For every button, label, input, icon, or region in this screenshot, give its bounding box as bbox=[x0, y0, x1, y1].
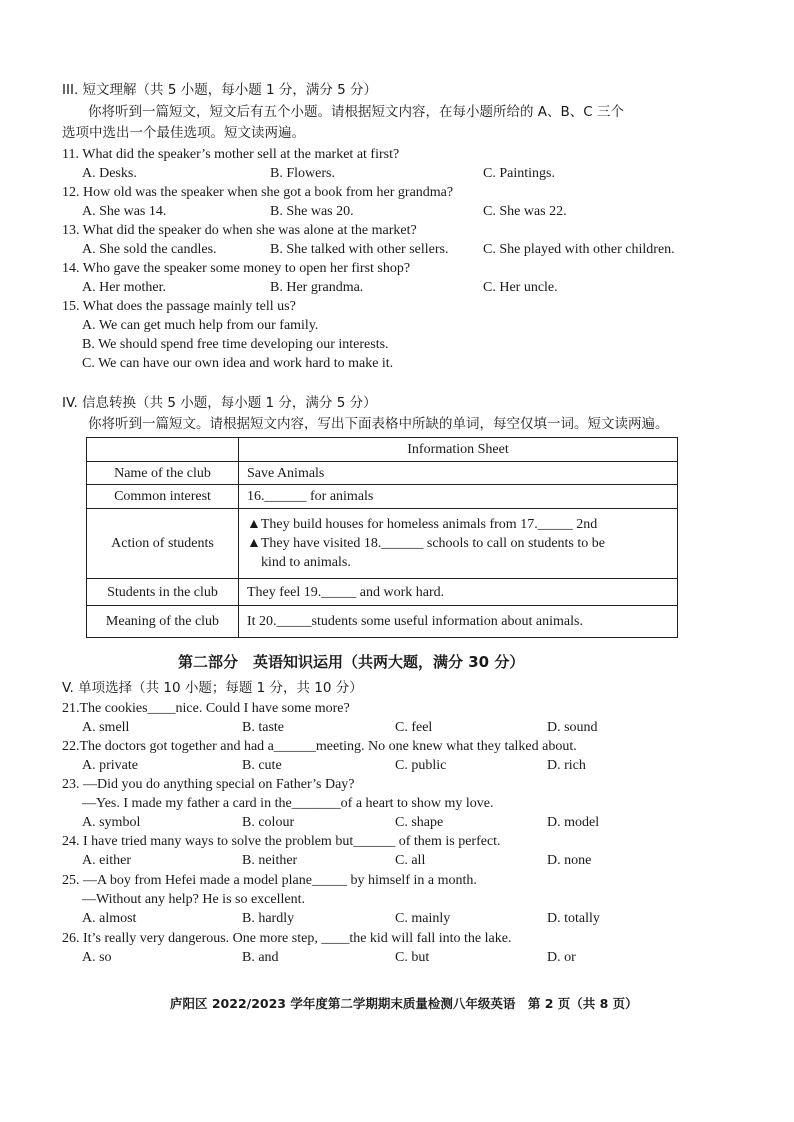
q11-option-a: A. Desks. bbox=[82, 166, 137, 181]
q23-option-c: C. shape bbox=[395, 815, 444, 830]
q25-option-a: A. almost bbox=[82, 911, 137, 926]
q22-option-b: B. cute bbox=[242, 758, 282, 773]
q14-option-a: A. Her mother. bbox=[82, 280, 166, 295]
q26-option-d: D. or bbox=[547, 950, 576, 965]
q15-option-b: B. We should spend free time developing our interests. bbox=[82, 337, 389, 352]
label-action-of-students: Action of students bbox=[87, 509, 239, 579]
q24-option-c: C. all bbox=[395, 853, 426, 868]
q22-option-c: C. public bbox=[395, 758, 447, 773]
section4-title: IV. 信息转换（共 5 小题，每小题 1 分，满分 5 分） bbox=[62, 395, 377, 411]
q21-option-a: A. smell bbox=[82, 720, 130, 735]
q11-option-c: C. Paintings. bbox=[483, 166, 555, 181]
question-22: 22.The doctors got together and had a______meeting. No one knew what they talked about. bbox=[62, 739, 577, 754]
action-line-continuation: kind to animals. bbox=[261, 555, 351, 570]
label-meaning-of-club: Meaning of the club bbox=[87, 606, 239, 638]
question-11: 11. What did the speaker’s mother sell at the market at first? bbox=[62, 147, 400, 162]
q14-option-b: B. Her grandma. bbox=[270, 280, 364, 295]
q25-option-d: D. totally bbox=[547, 911, 600, 926]
q23-option-b: B. colour bbox=[242, 815, 295, 830]
q23-option-d: D. model bbox=[547, 815, 600, 830]
q11-option-b: B. Flowers. bbox=[270, 166, 335, 181]
page-footer: 庐阳区 2022/2023 学年度第二学期期末质量检测八年级英语 第 2 页（共 8 页） bbox=[170, 996, 638, 1011]
q12-option-c: C. She was 22. bbox=[483, 204, 567, 219]
q22-option-d: D. rich bbox=[547, 758, 586, 773]
question-13: 13. What did the speaker do when she was alone at the market? bbox=[62, 223, 417, 238]
q23-option-a: A. symbol bbox=[82, 815, 141, 830]
q13-option-c: C. She played with other children. bbox=[483, 242, 675, 257]
section3-title: III. 短文理解（共 5 小题，每小题 1 分，满分 5 分） bbox=[62, 82, 378, 98]
information-sheet-table bbox=[86, 437, 678, 638]
value-blank-19: They feel 19._____ and work hard. bbox=[239, 579, 678, 606]
question-15: 15. What does the passage mainly tell us? bbox=[62, 299, 296, 314]
q21-option-c: C. feel bbox=[395, 720, 433, 735]
value-blank-16: 16.______ for animals bbox=[239, 485, 678, 509]
label-students-in-club: Students in the club bbox=[87, 579, 239, 606]
q13-option-b: B. She talked with other sellers. bbox=[270, 242, 449, 257]
q12-option-b: B. She was 20. bbox=[270, 204, 354, 219]
q21-option-b: B. taste bbox=[242, 720, 284, 735]
q15-option-c: C. We can have our own idea and work hard to make it. bbox=[82, 356, 394, 371]
question-26: 26. It’s really very dangerous. One more step, ____the kid will fall into the lake. bbox=[62, 931, 512, 946]
q21-option-d: D. sound bbox=[547, 720, 598, 735]
q24-option-b: B. neither bbox=[242, 853, 298, 868]
section3-instruction-line2: 选项中选出一个最佳选项。短文读两遍。 bbox=[62, 125, 305, 141]
table-corner-cell bbox=[87, 438, 239, 462]
q26-option-b: B. and bbox=[242, 950, 279, 965]
label-common-interest: Common interest bbox=[87, 485, 239, 509]
table-header: Information Sheet bbox=[239, 438, 678, 462]
q12-option-a: A. She was 14. bbox=[82, 204, 167, 219]
part2-title: 第二部分 英语知识运用（共两大题，满分 30 分） bbox=[178, 653, 525, 671]
question-25: 25. —A boy from Hefei made a model plane_____ by himself in a month. bbox=[62, 873, 477, 888]
q14-option-c: C. Her uncle. bbox=[483, 280, 558, 295]
value-blank-20: It 20._____students some useful information about animals. bbox=[239, 606, 678, 638]
q25-option-b: B. hardly bbox=[242, 911, 295, 926]
section4-instruction: 你将听到一篇短文。请根据短文内容，写出下面表格中所缺的单词，每空仅填一词。短文读两遍。 bbox=[88, 416, 669, 432]
q25-option-c: C. mainly bbox=[395, 911, 451, 926]
q24-option-a: A. either bbox=[82, 853, 131, 868]
q22-option-a: A. private bbox=[82, 758, 138, 773]
q13-option-a: A. She sold the candles. bbox=[82, 242, 217, 257]
question-23-reply: —Yes. I made my father a card in the_______of a heart to show my love. bbox=[82, 796, 494, 811]
section3-instruction-line1: 你将听到一篇短文，短文后有五个小题。请根据短文内容，在每小题所给的 A、B、C 三个 bbox=[88, 104, 625, 120]
q26-option-a: A. so bbox=[82, 950, 112, 965]
q26-option-c: C. but bbox=[395, 950, 430, 965]
question-24: 24. I have tried many ways to solve the problem but______ of them is perfect. bbox=[62, 834, 501, 849]
value-actions bbox=[239, 509, 678, 579]
question-12: 12. How old was the speaker when she got a book from her grandma? bbox=[62, 185, 454, 200]
q24-option-d: D. none bbox=[547, 853, 592, 868]
value-club-name: Save Animals bbox=[239, 462, 678, 485]
question-21: 21.The cookies____nice. Could I have some more? bbox=[62, 701, 350, 716]
section5-title: V. 单项选择（共 10 小题；每题 1 分，共 10 分） bbox=[62, 680, 363, 696]
action-line-blank-18: ▲They have visited 18.______ schools to call on students to be bbox=[247, 536, 605, 551]
action-line-blank-17: ▲They build houses for homeless animals from 17._____ 2nd bbox=[247, 517, 598, 532]
label-club-name: Name of the club bbox=[87, 462, 239, 485]
question-25-reply: —Without any help? He is so excellent. bbox=[82, 892, 305, 907]
q15-option-a: A. We can get much help from our family. bbox=[82, 318, 319, 333]
question-23: 23. —Did you do anything special on Father’s Day? bbox=[62, 777, 355, 792]
question-14: 14. Who gave the speaker some money to open her first shop? bbox=[62, 261, 411, 276]
